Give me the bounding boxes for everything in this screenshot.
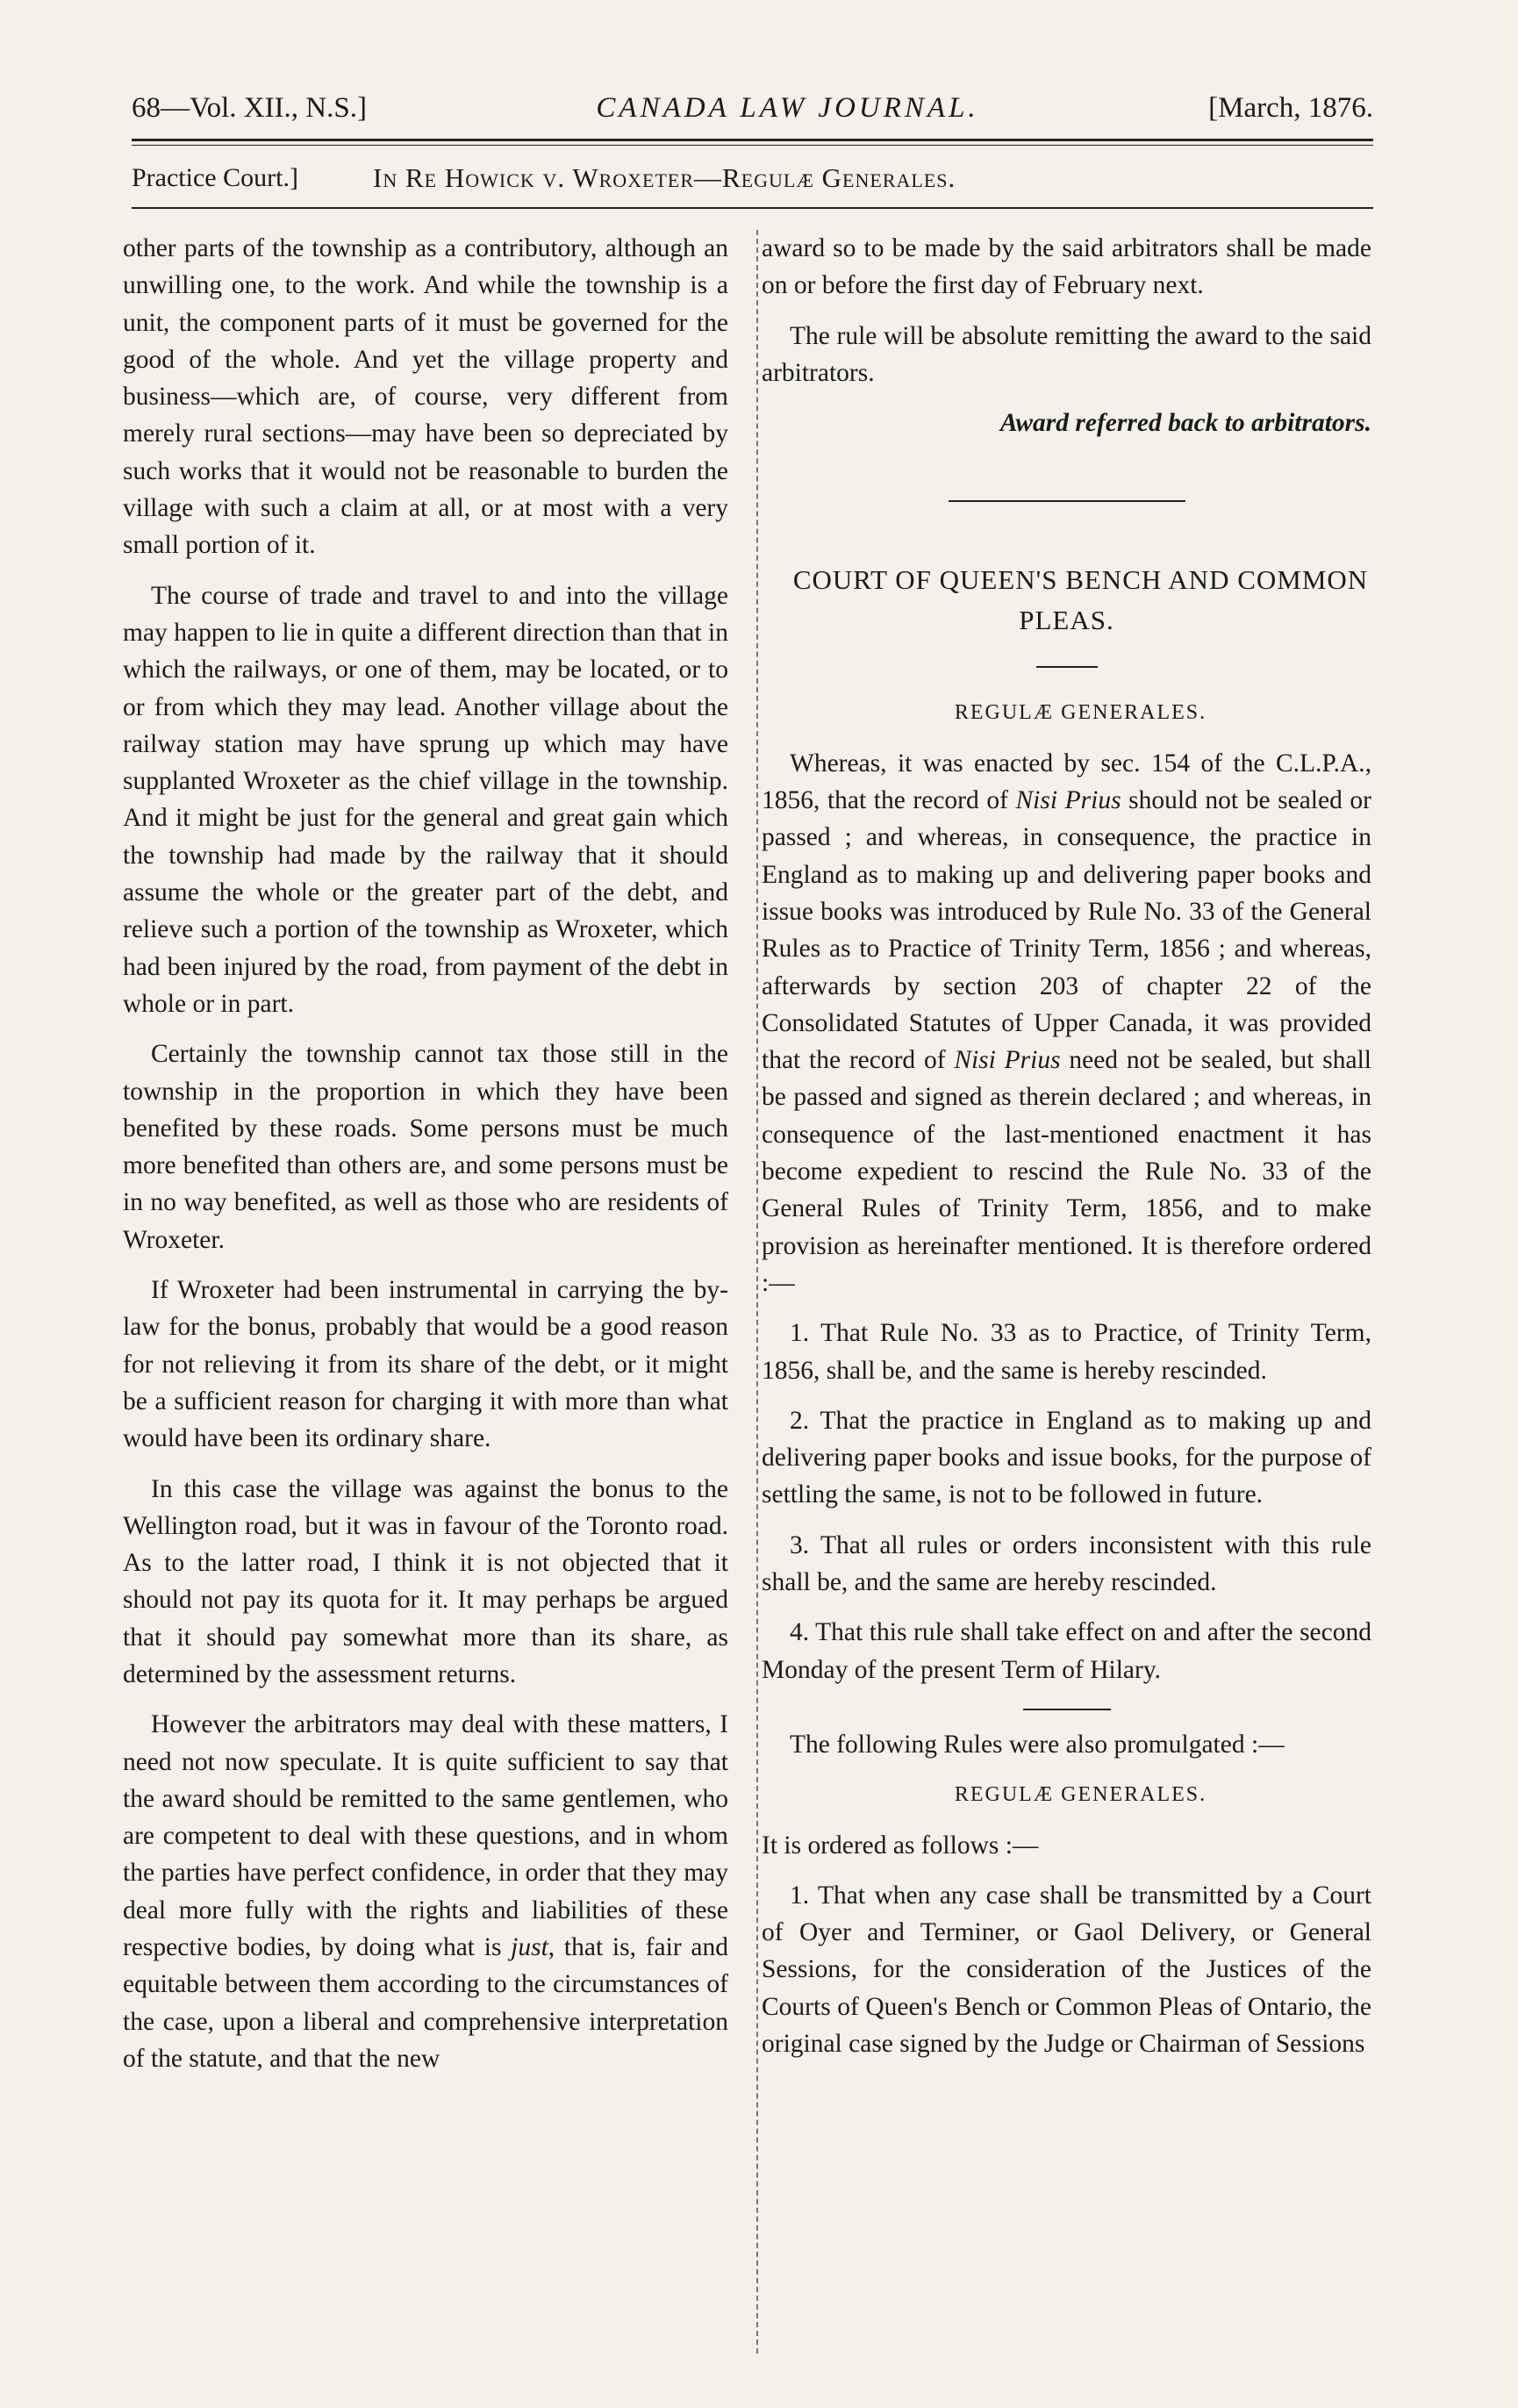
header-rule-thin [132, 145, 1373, 146]
order-item: 1. That Rule No. 33 as to Practice, of Trinity Term, 1856, shall be, and the same is hereby rescinded. [762, 1319, 1371, 1385]
paragraph: Certainly the township cannot tax those still in the township in the proportion in which they have been benefited by these roads. Some persons must be much more benefited than others are, and some persons must be in no way benefited, as well as those who are residents of Wroxeter. [123, 1040, 728, 1254]
right-column [762, 230, 1371, 2075]
issue-date: [March, 1876. [1208, 91, 1373, 124]
court-name: Practice Court.] [132, 163, 298, 192]
order-item: 2. That the practice in England as to making up and delivering paper books and issue books, for the purpose of settling the same, is not to be followed in future. [762, 1406, 1371, 1509]
paragraph: In this case the village was against the bonus to the Wellington road, but it was in favour of the Toronto road. As to the latter road, I think it is not objected that it should not pay its quota for it. It may perhaps be argued that it should pay somewhat more than its share, as determined by the assessment returns. [123, 1474, 728, 1688]
subheading: REGULÆ GENERALES. [954, 701, 1207, 725]
italic-run: Nisi Prius [954, 1046, 1061, 1075]
paragraph: It is ordered as follows :— [762, 1831, 1039, 1860]
left-column [123, 230, 728, 2090]
text-run: need not be sealed, but shall be passed and signed as therein declared ; and whereas, in consequence of the last-mentioned enactment it has become expedient to rescind the Rule No. 33 of the General Rules of Trinity Term, 1856, and to make provision as hereinafter mentioned. It is therefore ordered :— [762, 1046, 1371, 1297]
paragraph [123, 1706, 728, 2077]
order-item: 4. That this rule shall take effect on and after the second Monday of the present Term of Hilary. [762, 1618, 1371, 1684]
case-title: In Re Howick v. Wroxeter—Regulæ Generales. [373, 162, 956, 193]
italic-run: Nisi Prius [1015, 786, 1121, 815]
header-rule-thick [132, 139, 1373, 141]
signoff: Award referred back to arbitrators. [999, 409, 1371, 438]
paragraph [762, 745, 1371, 1301]
paragraph: The course of trade and travel to and into the village may happen to lie in quite a different direction than that in which the railways, or one of them, may be located, or to or from which they may lead. Another village about the railway station may have sprung up which may have supplanted Wroxeter as the chief village in the township. And it might be just for the general and great gain which the township had made by the railway that it should assume the whole or the greater part of the debt, and relieve such a portion of the township as Wroxeter, which had been injured by the road, from payment of the debt in whole or in part. [123, 581, 728, 1018]
text-run: However the arbitrators may deal with these matters, I need not now speculate. It is quite sufficient to say that the award should be remitted to the same gentlemen, who are competent to deal with these questions, and in whom the parties have perfect confidence, in order that they may deal more fully with the rights and liabilities of these respective bodies, by doing what is [123, 1710, 728, 1962]
court-title: COURT OF QUEEN'S BENCH AND COMMON PLEAS. [792, 564, 1369, 636]
section-head [132, 158, 1373, 198]
column-divider [756, 230, 758, 2354]
order-item: 3. That all rules or orders inconsistent with this rule shall be, and the same are hereby rescinded. [762, 1530, 1371, 1597]
paragraph: award so to be made by the said arbitrators shall be made on or before the first day of February next. [762, 234, 1371, 300]
section-rule [132, 207, 1373, 209]
text-run: Whereas, it was enacted by sec. 154 of the C.L.P.A., 1856, that the record of [762, 749, 1371, 815]
paragraph: The following Rules were also promulgated :— [790, 1730, 1285, 1759]
order-item: 1. That when any case shall be transmitted by a Court of Oyer and Terminer, or Gaol Delivery, or General Sessions, for the consideration of the Justices of the Courts of Queen's Bench or Common Pleas of Ontario, the original case signed by the Judge or Chairman of Sessions [762, 1881, 1371, 2058]
italic-run: just [511, 1933, 548, 1962]
text-run: , that is, fair and equitable between them according to the circumstances of the case, upon a liberal and comprehensive interpretation of the statute, and that the new [123, 1933, 728, 2073]
running-head [132, 86, 1373, 130]
text-run: should not be sealed or passed ; and whereas, in consequence, the practice in England as to making up and delivering paper books and issue books was introduced by Rule No. 33 of the General Rules as to Practice of Trinity Term, 1856 ; and whereas, afterwards by section 203 of chapter 22 of the Consolidated Statutes of Upper Canada, it was provided that the record of [762, 786, 1371, 1075]
paragraph: The rule will be absolute remitting the award to the said arbitrators. [762, 321, 1371, 387]
page-volume: 68—Vol. XII., N.S.] [132, 91, 367, 124]
subheading: REGULÆ GENERALES. [954, 1783, 1207, 1807]
journal-title: CANADA LAW JOURNAL. [596, 91, 979, 124]
paragraph: If Wroxeter had been instrumental in carrying the by-law for the bonus, probably that would be a good reason for not relieving it from its share of the debt, or it might be a sufficient reason for charging it with more than what would have been its ordinary share. [123, 1276, 728, 1453]
paragraph: other parts of the township as a contributory, although an unwilling one, to the work. And while the township is a unit, the component parts of it must be governed for the good of the whole. And yet the village property and business—which are, of course, very different from merely rural sections—may have been so depreciated by such works that it would not be reasonable to burden the village with such a claim at all, or at most with a very small portion of it. [123, 234, 728, 560]
